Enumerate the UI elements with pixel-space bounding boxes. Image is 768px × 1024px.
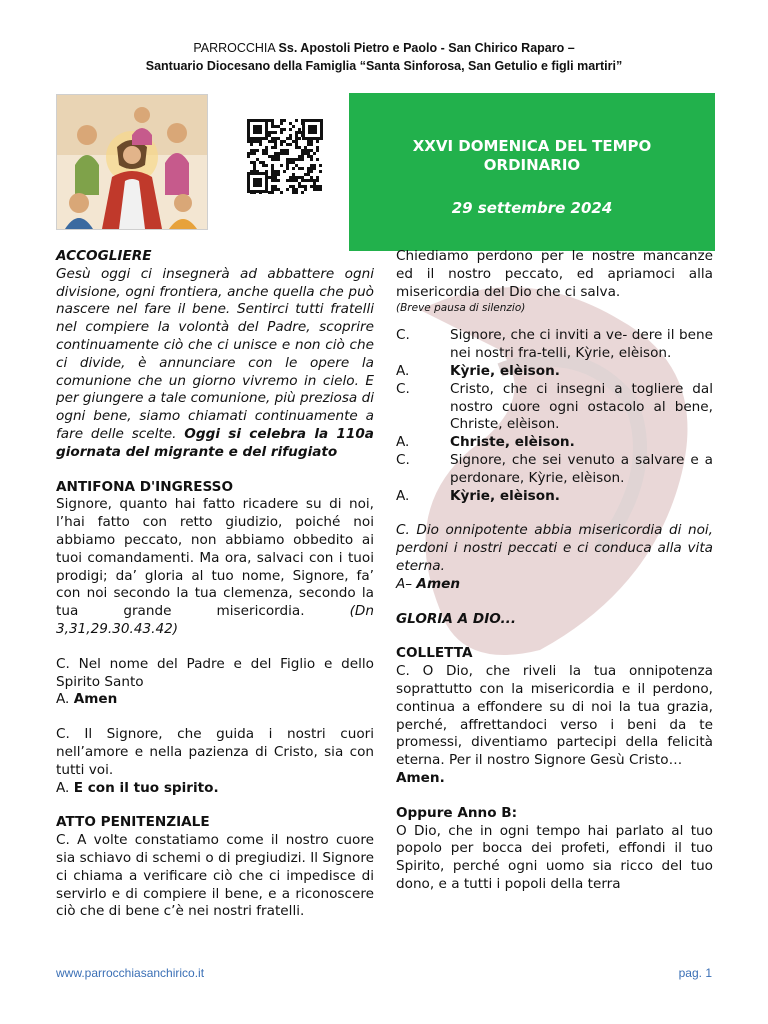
kyrie-litany [396,327,713,505]
litany-label: A. [396,434,410,451]
litany-row [396,363,713,381]
saluto-response [56,780,374,798]
response-text: Amen [73,691,118,708]
title-banner [349,93,715,251]
banner-title [349,137,715,175]
silence-pause-note: (Breve pausa di silenzio) [396,302,526,315]
accogliere-paragraph [56,266,374,462]
litany-text: Kỳrie, elèison. [450,487,560,504]
section-title-accogliere: ACCOGLIERE [56,248,152,264]
litany-label: A. [396,487,410,504]
parish-website-link[interactable]: www.parrocchiasanchirico.it [56,966,205,980]
qr-code-graphic [245,118,325,194]
saluto-text: C. Il Signore, che guida i nostri cuori nell’amore e nella pazienza di Cristo, sia con tutti voi. [56,726,374,778]
qr-code [245,118,325,194]
litany-text: Kỳrie, elèison. [450,362,560,379]
chiediamo-perdono-text: Chiediamo perdono per le nostre mancanze ed il nostro peccato, ed apriamoci alla misericordia del Dio che ci salva. [396,248,713,300]
litany-row [396,488,713,506]
nome-del-padre-response [56,691,374,709]
right-column [396,248,713,894]
response-label: A. [56,779,74,796]
antifona-reference: (Dn 3,31,29.30.43.42) [56,603,374,637]
header-parrocchia: PARROCCHIA [193,41,279,55]
assoluzione-response [396,576,713,594]
litany-text: Christe, elèison. [450,434,575,451]
section-title-colletta: COLLETTA [396,645,473,662]
section-title-oppure-anno-b: Oppure Anno B: [396,804,518,821]
litany-label: C. [396,380,410,397]
litany-row [396,452,713,488]
response-label: A– [396,575,417,592]
left-column [56,248,374,921]
jesus-illustration-art [57,95,207,229]
atto-penitenziale-text: C. A volte constatiamo come il nostro cuore sia schiavo di schemi o di pregiudizi. Il Signore ci chiama a verificare ciò che ci impedisce di servirlo e di compiere il bene, e a riconoscere ciò che di bene c’è nei nostri fratelli. [56,832,374,920]
banner-title-line-2: ORDINARIO [483,156,581,174]
antifona-paragraph [56,496,374,638]
colletta-text: C. O Dio, che riveli la tua onnipotenza soprattutto con la misericordia e il perdono, continua a effondere su di noi la tua grazia, perché, affrettandoci verso i beni da te promessi, diventiamo partecipi della felicità eterna. Per il nostro Signore Gesù Cristo… [396,663,713,769]
accogliere-text: Gesù oggi ci insegnerà ad abbattere ogni divisione, ogni frontiera, anche quella che può nascere nel fare il bene. Sentirci tutti fratelli nel compiere la volontà del Padre, scoprire continuamente ciò che ci unisce e non ciò che ci divide, è annunciare con le opere la comunione che un giorno vivremo in cielo. E per giungere a tale comunione, più preziosa di ogni bene, siamo chiamati continuamente a fare delle scelte. [56,265,374,442]
page-number: pag. 1 [678,966,712,980]
assoluzione-text: C. Dio onnipotente abbia misericordia di noi, perdoni i nostri peccati e ci conduca alla vita eterna. [396,522,713,574]
antifona-text: Signore, quanto hai fatto ricadere su di noi, l’hai fatto con retto giudizio, poiché noi abbiamo peccato, non abbiamo obbedito ai tuoi comandamenti. Ma ora, salvaci con i tuoi prodigi; da’ gloria al tuo nome, Signore, fa’ con noi secondo la tua clemenza, secondo la tua grande misericordia. [56,496,374,620]
litany-label: C. [396,327,410,344]
jesus-illustration [56,94,208,230]
response-text: E con il tuo spirito. [73,779,219,796]
response-text: Amen [416,575,461,592]
header-line-1 [0,41,768,55]
nome-del-padre-text: C. Nel nome del Padre e del Figlio e dello Spirito Santo [56,655,374,690]
litany-label: A. [396,362,410,379]
header-parish-name: Ss. Apostoli Pietro e Paolo - San Chirico Raparo – [278,41,575,55]
litany-row [396,327,713,363]
banner-title-line-1: XXVI DOMENICA DEL TEMPO [412,137,652,155]
section-title-atto-penitenziale: ATTO PENITENZIALE [56,814,210,831]
banner-date: 29 settembre 2024 [451,199,613,217]
litany-row [396,381,713,434]
litany-text: Signore, che ci inviti a ve- dere il bene nei nostri fra-telli, Kỳrie, elèison. [450,327,713,362]
section-title-gloria: GLORIA A DIO... [396,610,517,627]
colletta-response: Amen. [396,769,445,786]
litany-text: Signore, che sei venuto a salvare e a perdonare, Kỳrie, elèison. [450,451,713,486]
litany-row [396,434,713,452]
response-label: A. [56,691,74,708]
header-line-2: Santuario Diocesano della Famiglia “Santa Sinforosa, San Getulio e figli martiri” [145,59,623,73]
litany-text: Cristo, che ci insegni a togliere dal nostro cuore ogni ostacolo al bene, Christe, elèison. [450,380,713,433]
section-title-antifona: ANTIFONA D'INGRESSO [56,478,234,495]
accogliere-highlight: Oggi si celebra la 110a giornata del migrante e del rifugiato [56,425,374,460]
litany-label: C. [396,451,410,468]
oppure-anno-b-text: O Dio, che in ogni tempo hai parlato al tuo popolo per bocca dei profeti, effondi il tuo Spirito, perché ogni uomo sia ricco del tuo dono, e a tutti i popoli della terra [396,822,713,892]
